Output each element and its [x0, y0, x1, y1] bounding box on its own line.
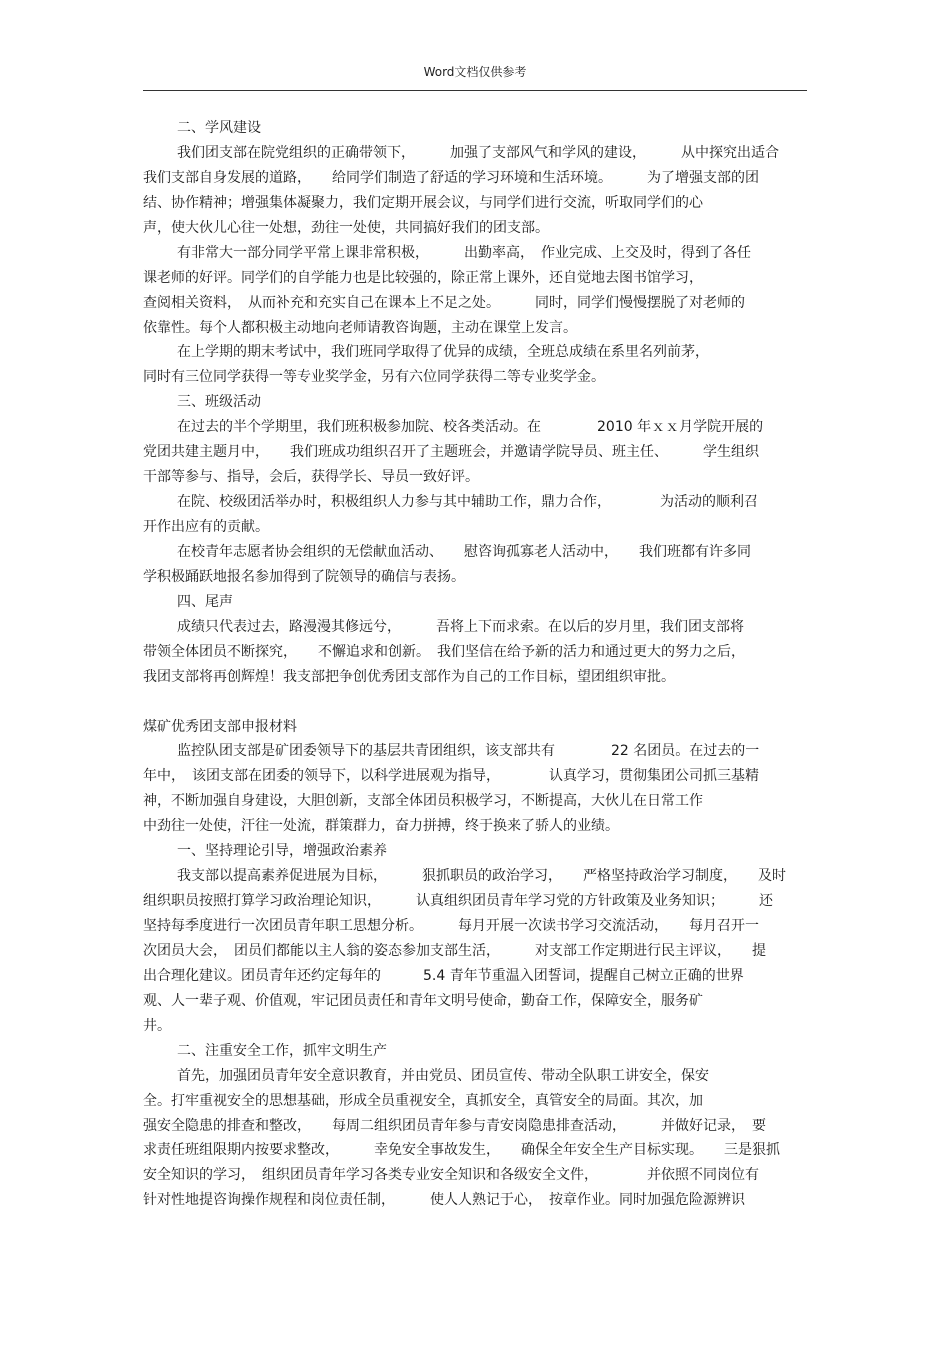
text-line: 学积极踊跃地报名参加得到了院领导的确信与表扬。	[143, 568, 465, 585]
text-line: 我们支部自身发展的道路， 给同学们制造了舒适的学习环境和生活环境。 为了增强支部的团	[143, 169, 759, 186]
text-line: 我们团支部在院党组织的正确带领下， 加强了支部风气和学风的建设， 从中探究出适合	[177, 144, 779, 161]
text-line: 井。	[143, 1017, 171, 1034]
text-line: 针对性地提咨询操作规程和岗位责任制， 使人人熟记于心， 按章作业。同时加强危险源辨识	[143, 1192, 745, 1209]
text-line: 安全知识的学习， 组织团员青年学习各类专业安全知识和各级安全文件， 并依照不同岗位有	[143, 1167, 759, 1184]
text-line: 干部等参与、指导，会后，获得学长、导员一致好评。	[143, 469, 479, 486]
text-line: 二、学风建设	[177, 120, 261, 136]
page-header: Word文档仅供参考	[423, 65, 527, 79]
text-line: 出合理化建议。团员青年还约定每年的 5.4 青年节重温入团誓词，提醒自己树立正确的世界	[143, 967, 744, 984]
text-line: 在校青年志愿者协会组织的无偿献血活动、 慰咨询孤寡老人活动中， 我们班都有许多同	[177, 543, 751, 560]
text-line: 坚持每季度进行一次团员青年职工思想分析。 每月开展一次读书学习交流活动， 每月召开一	[143, 918, 759, 934]
text-line: 声，使大伙儿心往一处想，劲往一处使，共同搞好我们的团支部。	[143, 219, 549, 236]
text-line: 我支部以提高素养促进展为目标， 狠抓职员的政治学习， 严格坚持政治学习制度， 及时	[177, 868, 786, 885]
text-line: 在院、校级团活举办时，积极组织人力参与其中辅助工作，鼎力合作， 为活动的顺利召	[177, 494, 758, 511]
text-line: 三、班级活动	[177, 394, 261, 411]
text-line: 中劲往一处使，汗往一处流，群策群力，奋力拼搏，终于换来了骄人的业绩。	[143, 818, 619, 835]
text-line: 神，不断加强自身建设，大胆创新，支部全体团员积极学习，不断提高，大伙儿在日常工作	[143, 793, 703, 810]
text-line: 查阅相关资料， 从而补充和充实自己在课本上不足之处。 同时，同学们慢慢摆脱了对老师的	[143, 294, 745, 311]
text-line: 依靠性。每个人都积极主动地向老师请教咨询题，主动在课堂上发言。	[143, 319, 577, 336]
document-body	[143, 116, 807, 1213]
text-line: 年中， 该团支部在团委的领导下，以科学进展观为指导， 认真学习，贯彻集团公司抓三基精	[143, 768, 759, 785]
text-line: 首先，加强团员青年安全意识教育，并由党员、团员宣传、带动全队职工讲安全，保安	[177, 1067, 709, 1084]
text-line: 二、注重安全工作，抓牢文明生产	[177, 1042, 387, 1059]
text-line: 煤矿优秀团支部申报材料	[143, 718, 297, 735]
text-line: 同时有三位同学获得一等专业奖学金，另有六位同学获得二等专业奖学金。	[143, 369, 605, 386]
text-line: 一、坚持理论引导，增强政治素养	[177, 843, 387, 860]
text-line: 求责任班组限期内按要求整改， 幸免安全事故发生， 确保全年安全生产目标实现。 三是狠抓	[143, 1142, 780, 1159]
text-line: 组织职员按照打算学习政治理论知识， 认真组织团员青年学习党的方针政策及业务知识； 还	[143, 893, 773, 910]
text-line: 全。打牢重视安全的思想基础，形成全员重视安全，真抓安全，真管安全的局面。其次，加	[143, 1092, 703, 1109]
text-line: 党团共建主题月中， 我们班成功组织召开了主题班会，并邀请学院导员、班主任、 学生组织	[143, 444, 759, 461]
text-line: 有非常大一部分同学平常上课非常积极， 出勤率高， 作业完成、上交及时，得到了各任	[177, 244, 751, 261]
text-line: 强安全隐患的排查和整改， 每周二组织团员青年参与青安岗隐患排查活动， 并做好记录， 要	[143, 1117, 766, 1134]
text-line: 四、尾声	[177, 593, 233, 610]
text-line: 观、人一辈子观、价值观，牢记团员责任和青年文明号使命，勤奋工作，保障安全，服务矿	[143, 992, 703, 1009]
text-line: 课老师的好评。同学们的自学能力也是比较强的，除正常上课外，还自觉地去图书馆学习，	[143, 269, 703, 286]
text-line: 结、协作精神；增强集体凝聚力，我们定期开展会议，与同学们进行交流，听取同学们的心	[143, 194, 703, 211]
text-line: 成绩只代表过去，路漫漫其修远兮， 吾将上下而求索。在以后的岁月里，我们团支部将	[177, 618, 744, 635]
text-line: 监控队团支部是矿团委领导下的基层共青团组织，该支部共有 22 名团员。在过去的一	[177, 743, 760, 760]
text-line: 次团员大会， 团员们都能以主人翁的姿态参加支部生活， 对支部工作定期进行民主评议， 提	[143, 942, 766, 959]
header-divider	[143, 90, 807, 91]
text-line: 在过去的半个学期里，我们班积极参加院、校各类活动。在 2010 年ｘｘ月学院开展的	[177, 419, 764, 436]
text-line: 开作出应有的贡献。	[143, 519, 269, 535]
text-line: 带领全体团员不断探究， 不懈追求和创新。 我们坚信在给予新的活力和通过更大的努力之后，	[143, 643, 745, 660]
text-line: 我团支部将再创辉煌！我支部把争创优秀团支部作为自己的工作目标，望团组织审批。	[143, 668, 675, 685]
text-line: 在上学期的期末考试中，我们班同学取得了优异的成绩，全班总成绩在系里名列前茅，	[177, 344, 709, 361]
blank-line	[143, 690, 807, 715]
